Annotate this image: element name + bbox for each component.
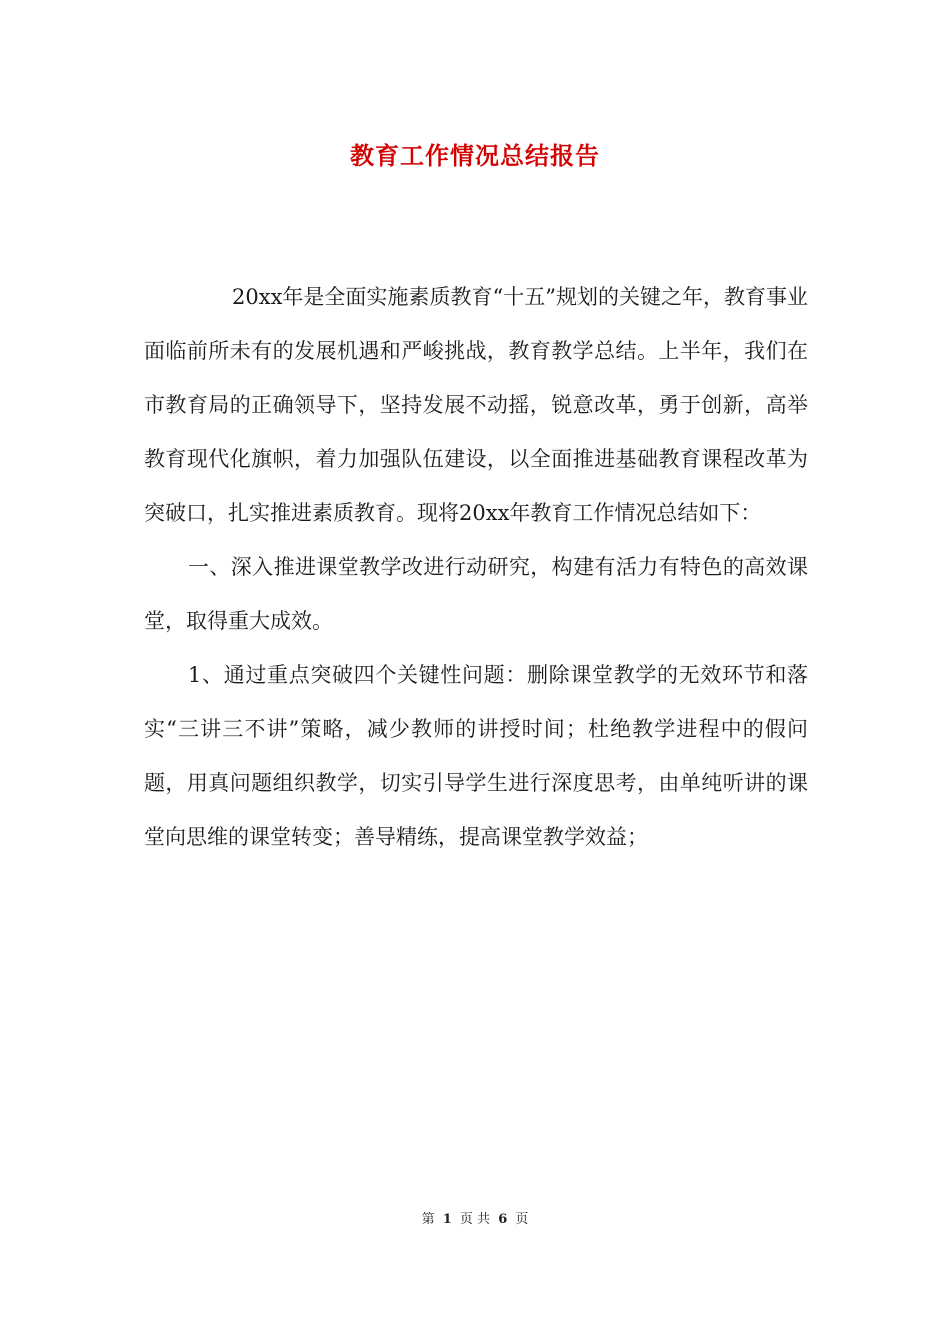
document-body xyxy=(144,270,808,864)
footer-middle: 页 共 xyxy=(459,1212,491,1227)
footer-page-number: 1 xyxy=(442,1212,452,1227)
footer-total-pages: 6 xyxy=(498,1212,508,1227)
paragraph-section-one: 一、深入推进课堂教学改进行动研究，构建有活力有特色的高效课堂，取得重大成效。 xyxy=(144,555,808,633)
paragraph-intro: 20xx年是全面实施素质教育“十五”规划的关键之年，教育事业面临前所未有的发展机遇和严峻挑战，教育教学总结。上半年，我们在市教育局的正确领导下，坚持发展不动摇，锐意改革，勇于创新，高举教育现代化旗帜，着力加强队伍建设，以全面推进基础教育课程改革为突破口，扎实推进素质教育。现将20xx年教育工作情况总结如下： xyxy=(144,285,808,525)
paragraph-item-one: 1、通过重点突破四个关键性问题：删除课堂教学的无效环节和落实“三讲三不讲”策略，减少教师的讲授时间；杜绝教学进程中的假问题，用真问题组织教学，切实引导学生进行深度思考，由单纯听讲的课堂向思维的课堂转变；善导精练，提高课堂教学效益； xyxy=(144,663,808,849)
footer-suffix: 页 xyxy=(515,1212,529,1227)
page-footer xyxy=(0,1208,950,1227)
document-title: 教育工作情况总结报告 xyxy=(350,141,600,170)
footer-prefix: 第 xyxy=(421,1212,435,1227)
